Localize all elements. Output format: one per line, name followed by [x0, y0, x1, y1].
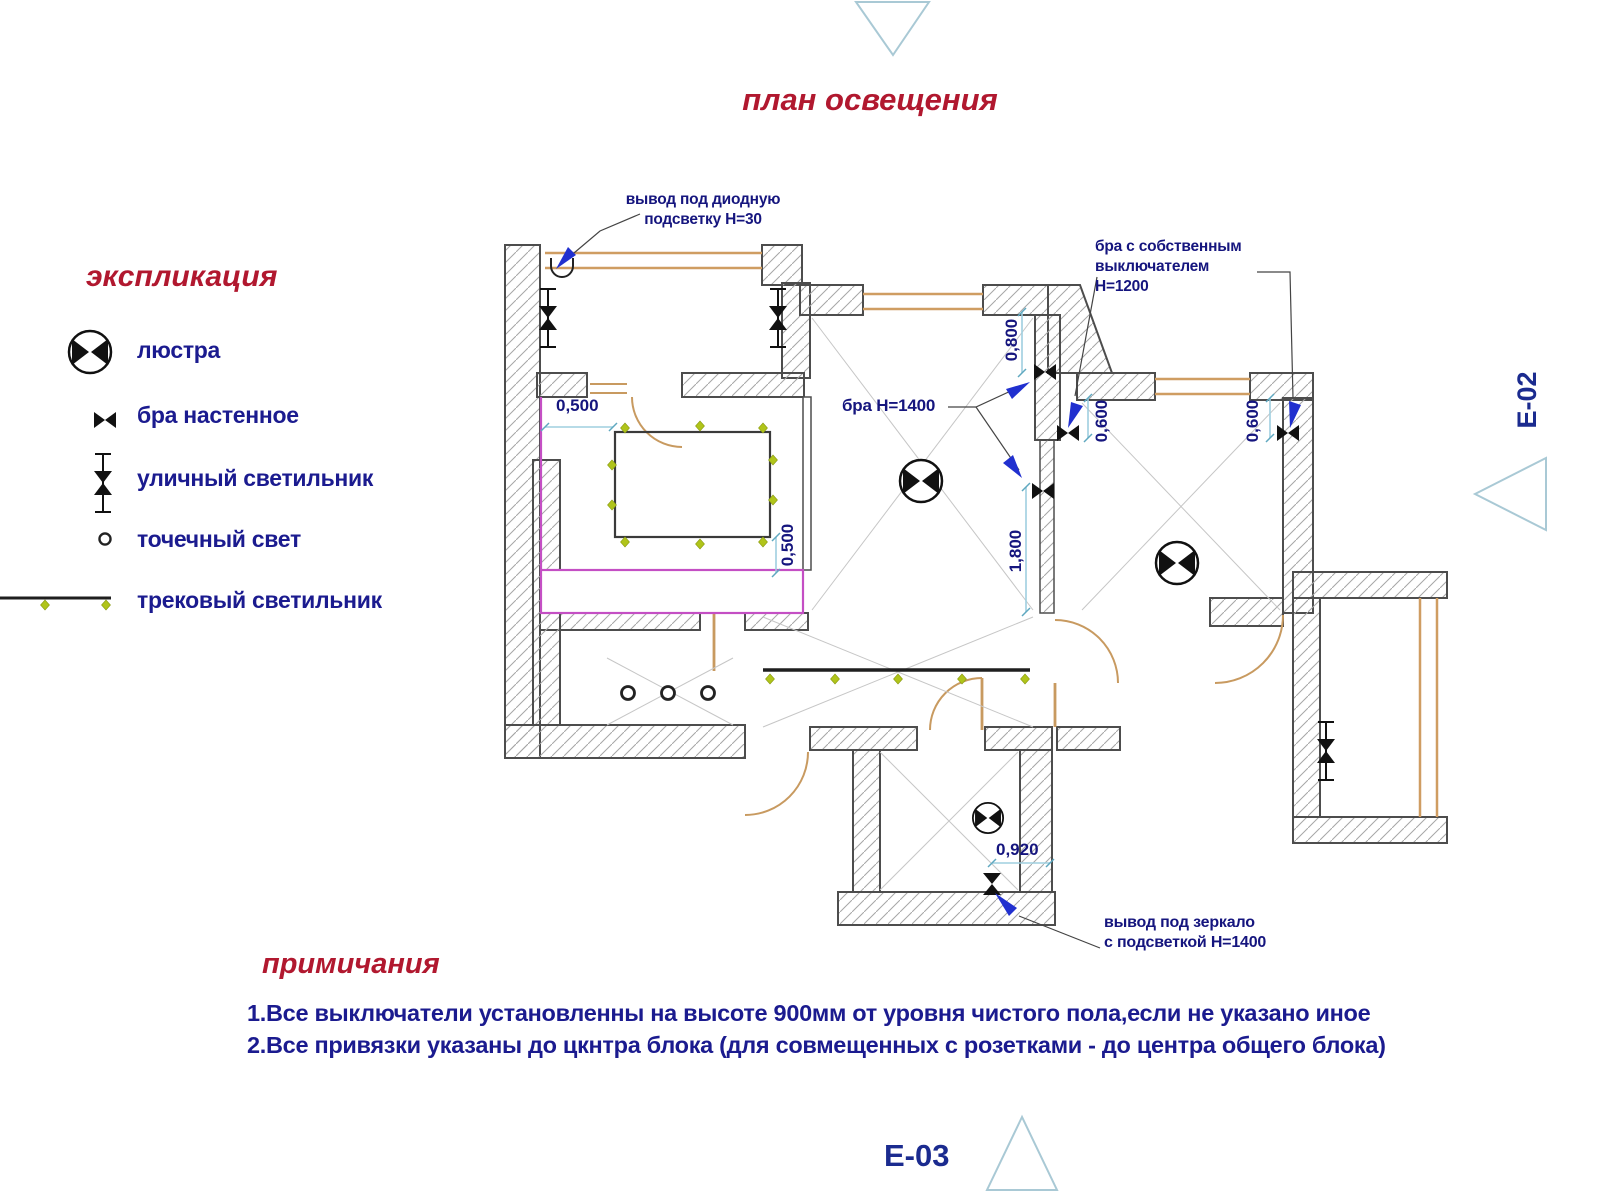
sheet-ref-e02: E-02 [1511, 371, 1542, 429]
legend-item-track: трековый светильник [137, 587, 382, 613]
note-2: 2.Все привязки указаны до цкнтра блока (для совмещенных с розетками - до центра общего блока) [247, 1032, 1386, 1058]
legend-item-chandelier: люстра [137, 337, 221, 363]
legend-item-spot: точечный свет [137, 526, 301, 552]
dim-0600-right: 0,600 [1243, 399, 1262, 443]
chandelier-bedroom [1156, 542, 1198, 584]
spot-lights [622, 687, 715, 700]
chandelier-icon [69, 331, 111, 373]
street-lamp-icon [94, 454, 112, 512]
thin-partition [803, 397, 811, 570]
chandelier-bath [973, 803, 1003, 833]
street-lamp-1 [539, 289, 557, 347]
annotation-sconce-own-switch: бра с собственным выключателем Н=1200 [1095, 238, 1242, 295]
track-light-icon [0, 598, 111, 610]
triangle-bottom [987, 1117, 1057, 1190]
note-1: 1.Все выключатели установленны на высоте 900мм от уровня чистого пола,если не указано иное [247, 1000, 1371, 1026]
legend-heading: экспликация [86, 260, 278, 293]
legend-symbols [0, 331, 116, 610]
dim-0500-h: 0,500 [556, 396, 599, 415]
wall-sconce-icon [94, 412, 116, 428]
track-dots-loggia [608, 421, 778, 549]
dim-0600-left: 0,600 [1092, 399, 1111, 443]
chandelier-living [900, 460, 942, 502]
dim-1800-v: 1,800 [1006, 529, 1025, 573]
track-rect [615, 432, 770, 537]
dim-0920-h: 0,920 [996, 840, 1039, 859]
triangle-top [856, 2, 929, 55]
notes-heading: примичания [262, 948, 440, 980]
dim-0500-v: 0,500 [778, 523, 797, 567]
triangle-right [1475, 458, 1546, 530]
page-title: план освещения [742, 82, 998, 117]
mirror-light [983, 873, 1001, 895]
legend-item-sconce: бра настенное [137, 402, 299, 428]
annotation-mirror: вывод под зеркало с подсветкой Н=1400 [1104, 914, 1267, 951]
track-dots-hall [766, 674, 1030, 684]
spot-light-icon [99, 533, 110, 544]
dim-0800-v: 0,800 [1002, 318, 1021, 362]
legend-item-street-lamp: уличный светильник [137, 465, 374, 491]
sheet-ref-e03: E-03 [884, 1138, 950, 1173]
annotation-diode: вывод под диодную подсветку Н=30 [625, 191, 781, 228]
annotation-sconce-h1400: бра Н=1400 [842, 396, 936, 415]
